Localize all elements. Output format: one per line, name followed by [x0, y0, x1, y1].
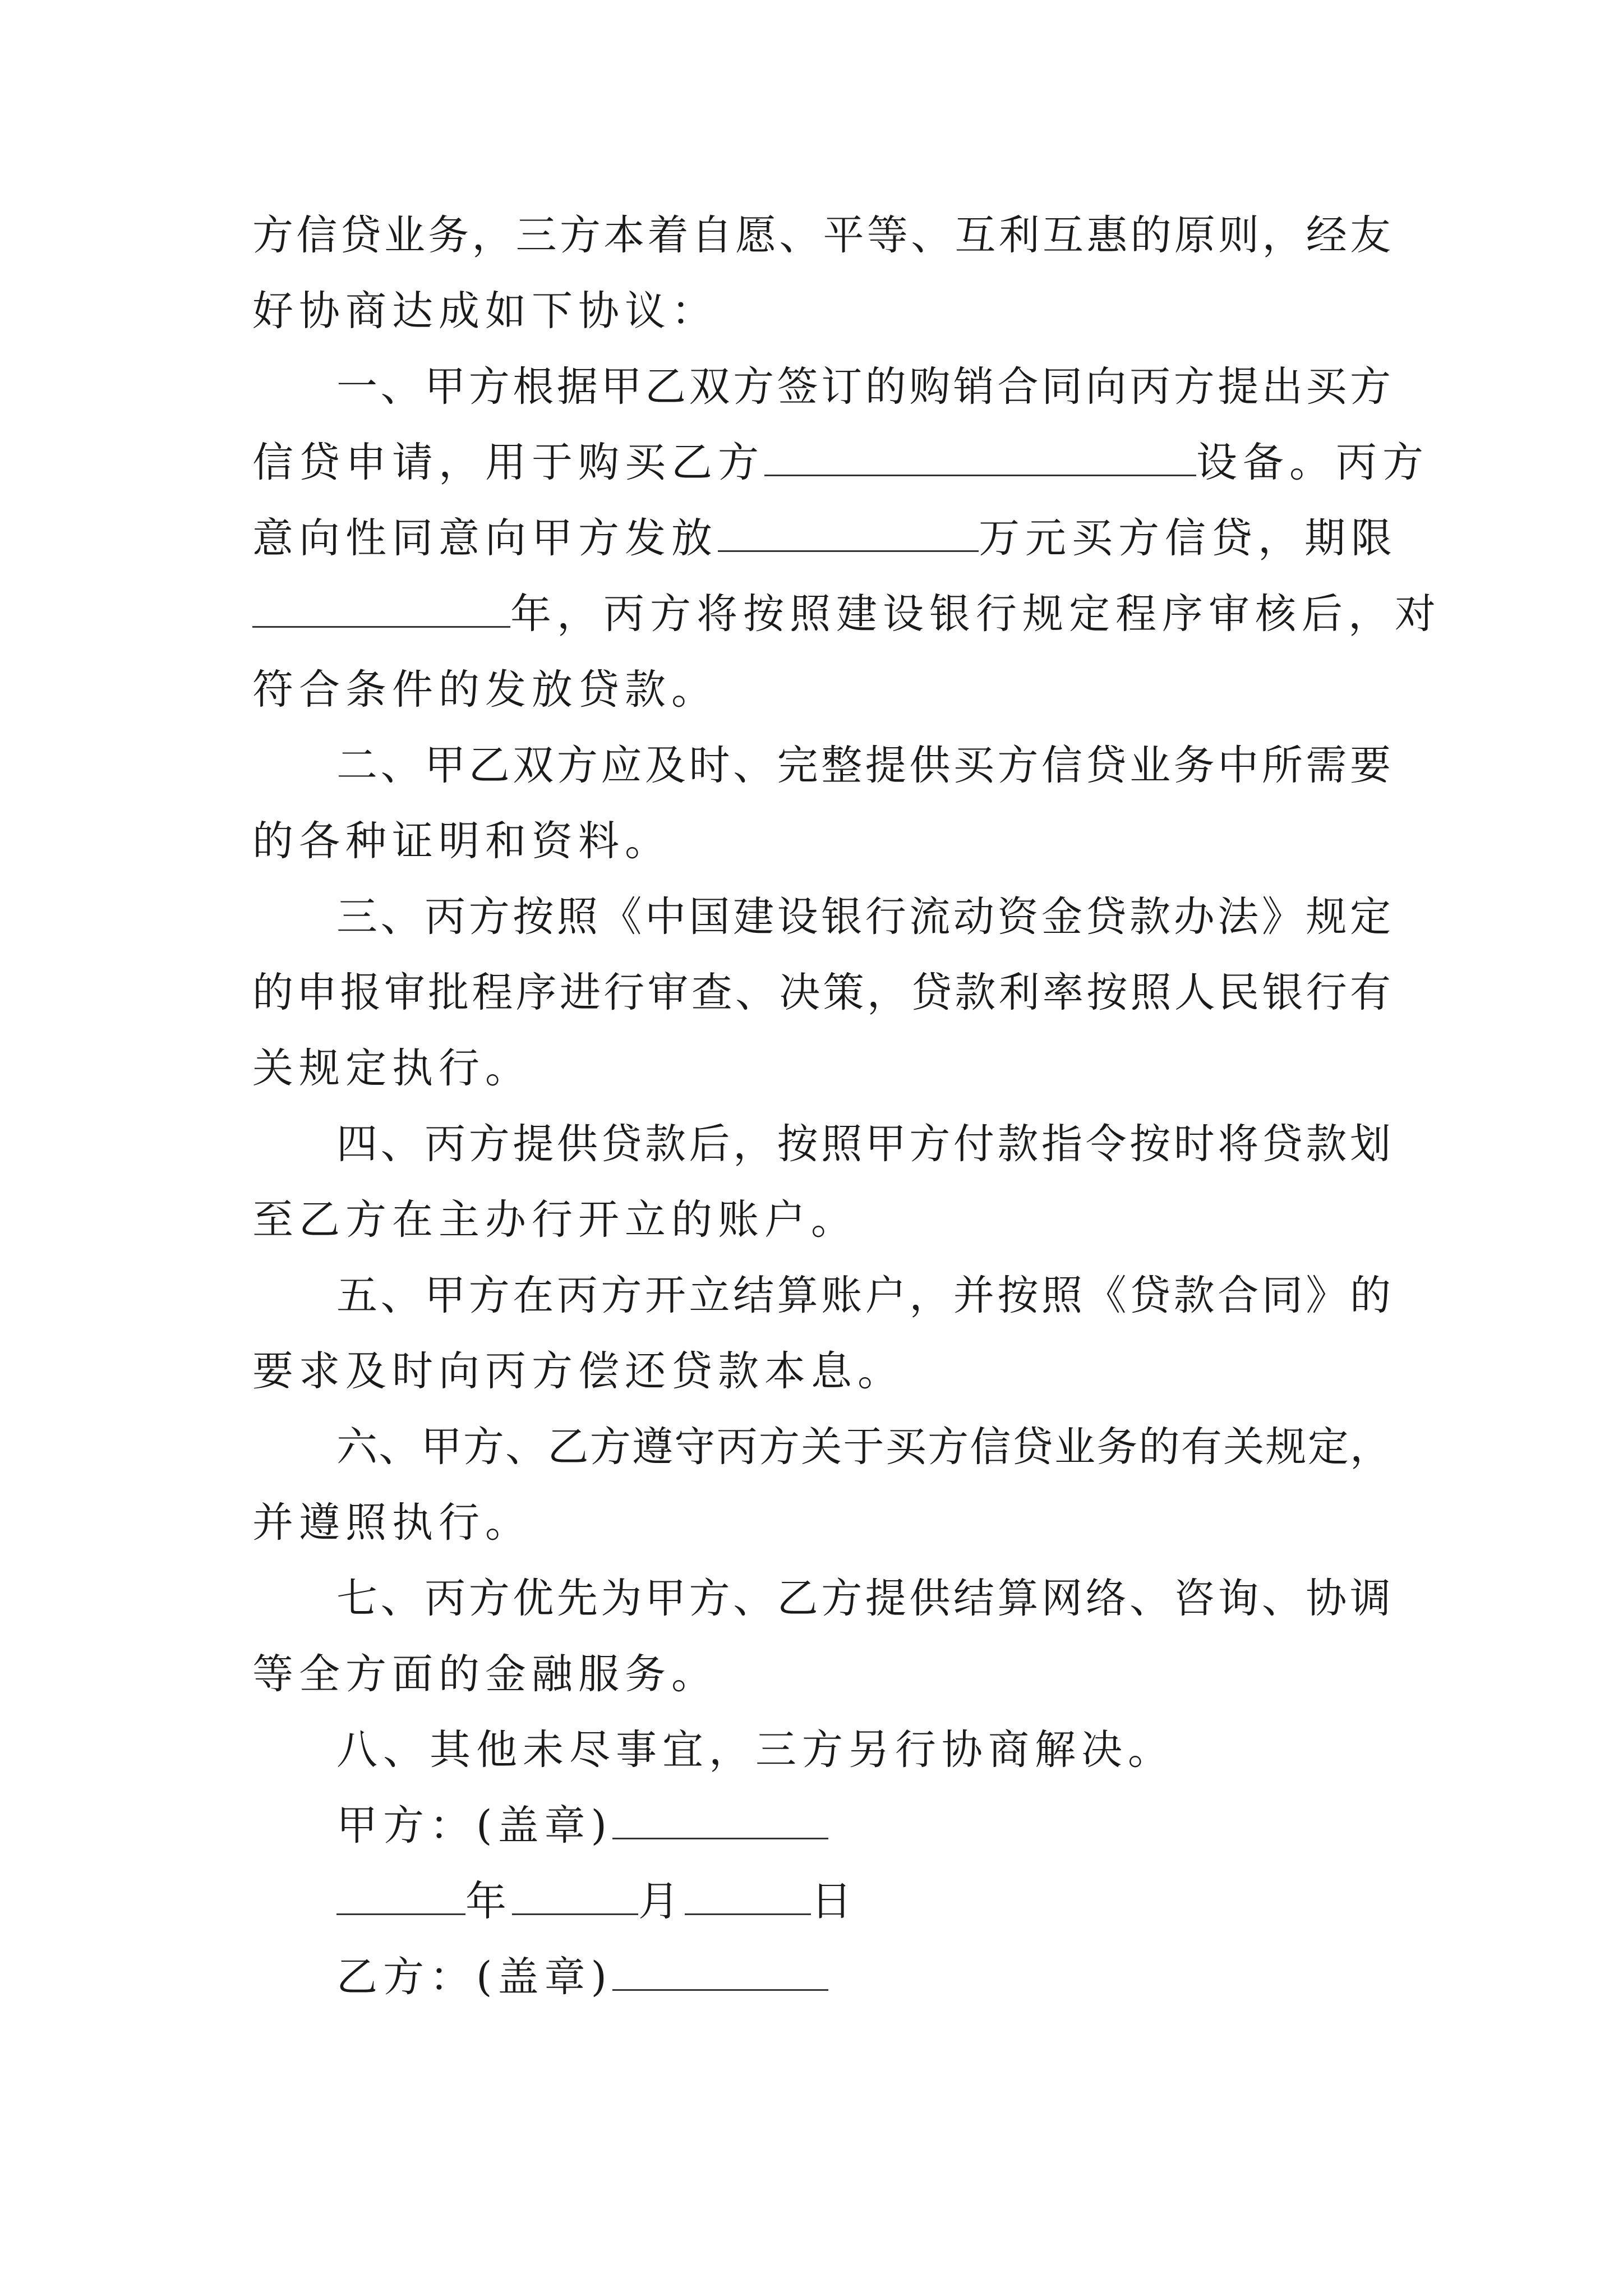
clause-2-line-2: 的各种证明和资料。 — [252, 817, 671, 865]
term-years-blank[interactable] — [252, 592, 510, 628]
party-a-signature — [336, 1798, 828, 1854]
clause-1-line-4 — [252, 586, 1441, 642]
party-b-label: 乙方：(盖章) — [336, 1953, 612, 2001]
clause-1-text-a1: 信贷申请，用于购买乙方 — [252, 439, 764, 486]
party-a-label: 甲方：(盖章) — [336, 1802, 612, 1849]
clause-1-text-b2: 万元买方信贷，期限 — [979, 514, 1398, 562]
clause-3-line-1: 三、丙方按照《中国建设银行流动资金贷款办法》规定 — [336, 893, 1391, 941]
body-line-2: 好协商达成如下协议： — [252, 287, 718, 335]
clause-1-text-a2: 设备。丙方 — [1196, 439, 1429, 486]
clause-7-line-1: 七、丙方优先为甲方、乙方提供结算网络、咨询、协调 — [336, 1575, 1391, 1622]
clause-3-line-3: 关规定执行。 — [252, 1045, 532, 1092]
day-blank[interactable] — [685, 1880, 811, 1915]
party-b-signature — [336, 1949, 828, 2005]
clause-6-line-1: 六、甲方、乙方遵守丙方关于买方信贷业务的有关规定， — [336, 1423, 1391, 1471]
clause-2-line-1: 二、甲乙双方应及时、完整提供买方信贷业务中所需要 — [336, 742, 1391, 789]
clause-4-line-1: 四、丙方提供贷款后，按照甲方付款指令按时将贷款划 — [336, 1120, 1391, 1168]
clause-8-line: 八、其他未尽事宜，三方另行协商解决。 — [336, 1726, 1174, 1774]
clause-1-line-3 — [252, 510, 1398, 567]
clause-1-line-1: 一、甲方根据甲乙双方签订的购销合同向丙方提出买方 — [336, 363, 1391, 411]
clause-6-line-2: 并遵照执行。 — [252, 1499, 532, 1547]
day-label: 日 — [811, 1878, 857, 1925]
clause-1-text-c1: 年，丙方将按照建设银行规定程序审核后，对 — [510, 590, 1441, 638]
date-line — [336, 1874, 857, 1930]
year-label: 年 — [465, 1878, 512, 1925]
equipment-blank[interactable] — [764, 441, 1196, 476]
clause-5-line-1: 五、甲方在丙方开立结算账户，并按照《贷款合同》的 — [336, 1272, 1391, 1319]
year-blank[interactable] — [336, 1880, 465, 1915]
clause-7-line-2: 等全方面的金融服务。 — [252, 1650, 718, 1698]
amount-blank[interactable] — [718, 517, 979, 552]
clause-1-line-5: 符合条件的发放贷款。 — [252, 666, 718, 714]
body-line-1: 方信贷业务，三方本着自愿、平等、互利互惠的原则，经友 — [252, 211, 1391, 259]
month-label: 月 — [638, 1878, 685, 1925]
clause-1-line-2 — [252, 435, 1429, 491]
clause-3-line-2: 的申报审批程序进行审查、决策，贷款利率按照人民银行有 — [252, 969, 1391, 1016]
party-b-seal-blank[interactable] — [612, 1955, 828, 1991]
clause-1-text-b1: 意向性同意向甲方发放 — [252, 514, 718, 562]
party-a-seal-blank[interactable] — [612, 1804, 828, 1839]
clause-5-line-2: 要求及时向丙方偿还贷款本息。 — [252, 1347, 904, 1395]
month-blank[interactable] — [512, 1880, 638, 1915]
clause-4-line-2: 至乙方在主办行开立的账户。 — [252, 1196, 857, 1244]
